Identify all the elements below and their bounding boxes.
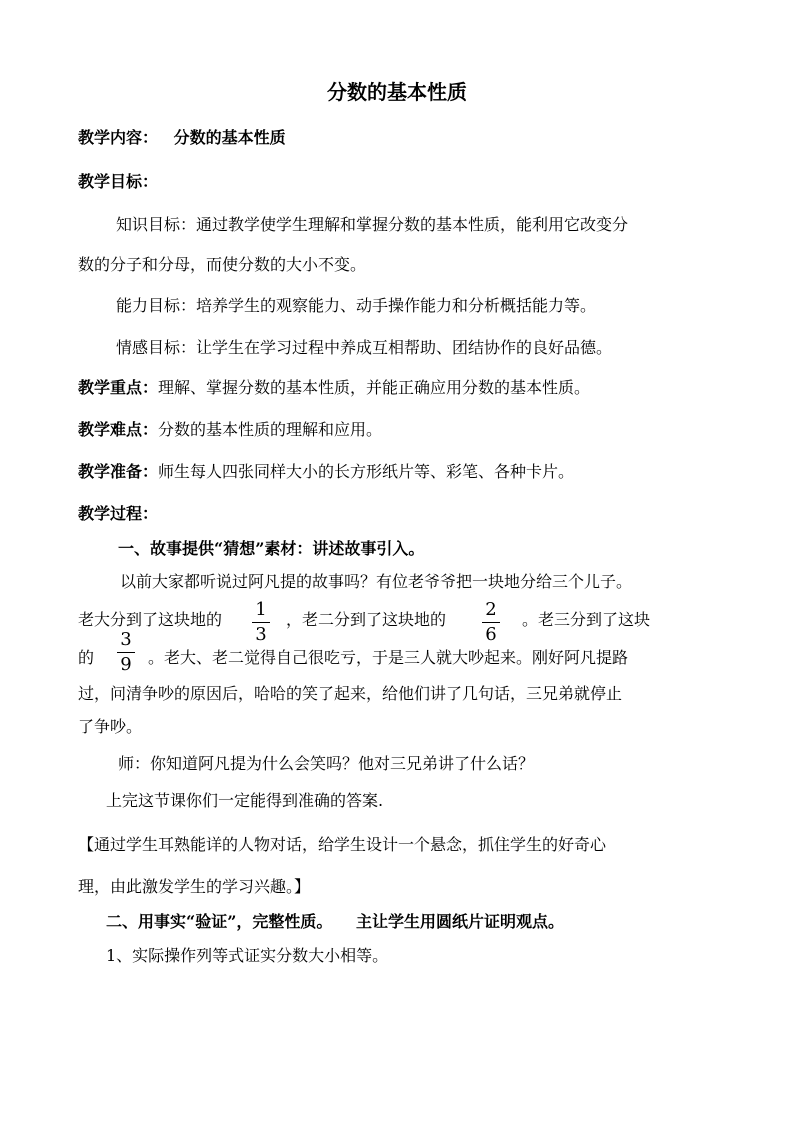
story-line3b: 。老大、老二觉得自己很吃亏，于是三人就大吵起来。刚好阿凡提路 xyxy=(148,648,629,667)
fraction-bar xyxy=(482,622,500,623)
note-line1: 【通过学生耳熟能详的人物对话，给学生设计一个悬念，抓住学生的好奇心 xyxy=(78,835,607,854)
fraction-two-sixths-denominator: 6 xyxy=(485,624,497,645)
prep-row xyxy=(78,462,574,482)
fraction-bar xyxy=(252,622,270,623)
key-label: 教学重点： xyxy=(78,378,159,397)
story-line2a: 老大分到了这块地的 xyxy=(78,610,223,629)
story-line2b: ，老二分到了这块地的 xyxy=(286,610,447,629)
section2-row xyxy=(106,912,564,932)
story-line3a: 的 xyxy=(78,648,95,667)
story-line5: 了争吵。 xyxy=(78,717,143,736)
goal-knowledge-line2: 数的分子和分母，而使分数的大小不变。 xyxy=(78,255,367,274)
goal-emotion: 情感目标：让学生在学习过程中养成互相帮助、团结协作的良好品德。 xyxy=(116,338,613,357)
difficulty-row xyxy=(78,420,382,440)
content-label: 教学内容： xyxy=(78,128,159,147)
difficulty-value: 分数的基本性质的理解和应用。 xyxy=(158,420,383,439)
goal-knowledge-line1: 知识目标：通过教学使学生理解和掌握分数的基本性质，能利用它改变分 xyxy=(116,215,629,234)
story-line2c: 。老三分到了这块 xyxy=(522,610,651,629)
fraction-one-third-denominator: 3 xyxy=(255,624,267,645)
section2-extra: 主让学生用圆纸片证明观点。 xyxy=(356,912,565,931)
content-row xyxy=(78,128,286,148)
document-title: 分数的基本性质 xyxy=(327,80,467,104)
fraction-three-ninths-numerator: 3 xyxy=(120,629,132,650)
goal-ability: 能力目标：培养学生的观察能力、动手操作能力和分析概括能力等。 xyxy=(116,296,597,315)
fraction-one-third xyxy=(252,600,270,645)
goals-label: 教学目标： xyxy=(78,172,159,191)
fraction-bar xyxy=(117,652,135,653)
note-line2: 理，由此激发学生的学习兴趣。】 xyxy=(78,877,311,896)
teacher-answer: 上完这节课你们一定能得到准确的答案. xyxy=(106,791,384,810)
story-line1: 以前大家都听说过阿凡提的故事吗？有位老爷爷把一块地分给三个儿子。 xyxy=(120,572,633,591)
step1: 1、实际操作列等式证实分数大小相等。 xyxy=(106,946,389,965)
fraction-two-sixths-numerator: 2 xyxy=(485,599,497,620)
section1-heading: 一、故事提供“猜想”素材：讲述故事引入。 xyxy=(118,539,425,558)
prep-label: 教学准备： xyxy=(78,462,159,481)
section2-heading: 二、用事实“验证”，完整性质。 xyxy=(106,912,333,931)
fraction-two-sixths xyxy=(482,600,500,645)
key-value: 理解、掌握分数的基本性质，并能正确应用分数的基本性质。 xyxy=(158,378,591,397)
key-row xyxy=(78,378,590,398)
teacher-question: 师：你知道阿凡提为什么会笑吗？他对三兄弟讲了什么话？ xyxy=(118,754,535,773)
difficulty-label: 教学难点： xyxy=(78,420,159,439)
fraction-three-ninths xyxy=(117,630,135,675)
process-label: 教学过程： xyxy=(78,504,159,523)
fraction-three-ninths-denominator: 9 xyxy=(120,654,132,675)
content-value: 分数的基本性质 xyxy=(173,128,286,147)
fraction-one-third-numerator: 1 xyxy=(255,599,267,620)
prep-value: 师生每人四张同样大小的长方形纸片等、彩笔、各种卡片。 xyxy=(158,462,575,481)
story-line4: 过，问清争吵的原因后，哈哈的笑了起来，给他们讲了几句话，三兄弟就停止 xyxy=(78,684,623,703)
